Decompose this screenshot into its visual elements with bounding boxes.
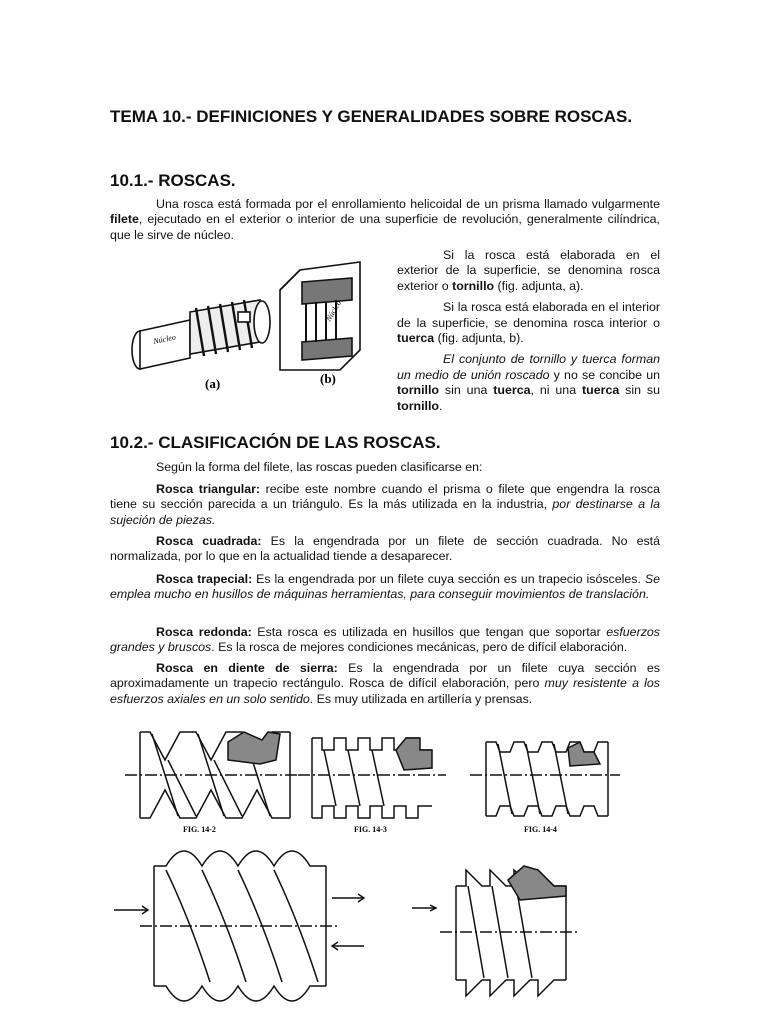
figure-caption-14-4: FIG. 14-4: [524, 825, 557, 834]
paragraph-rosca-triangular: Rosca triangular: recibe este nombre cuando el prisma o filete que engendra la rosca tiene su sección parecida a un triángulo. Es la más utilizada en la industria, por destinarse a la sujeción de piezas.: [110, 482, 660, 527]
paragraph-definicion: Una rosca está formada por el enrollamiento helicoidal de un prisma llamado vulgarmente filete, ejecutado en el exterior o interior de una superficie de revolución, generalmente cilíndrica, que le sirve de núcleo.: [110, 197, 660, 242]
figure-label-a: (a): [205, 376, 221, 391]
trapezoidal-thread-drawing: [470, 742, 620, 816]
paragraph-rosca-redonda: Rosca redonda: Esta rosca es utilizada en husillos que tengan que soportar esfuerzos grandes y bruscos. Es la rosca de mejores condiciones mecánicas, pero de difícil elaboración.: [110, 625, 660, 655]
screw-nut-figure: [120, 252, 370, 402]
paragraph-conjunto: El conjunto de tornillo y tuerca forman un medio de unión roscado y no se concibe un tornillo sin una tuerca, ni una tuerca sin su tornillo.: [397, 352, 661, 413]
screw-illustration: [132, 300, 270, 369]
thread-profiles-figure: [0, 720, 768, 1020]
section-heading-clasificacion: 10.2.- CLASIFICACIÓN DE LAS ROSCAS.: [110, 433, 441, 452]
right-column-text: [397, 248, 660, 420]
paragraph-tornillo: Si la rosca está elaborada en el exterior de la superficie, se denomina rosca exterior o tornillo (fig. adjunta, a).: [397, 248, 660, 293]
figure-caption-14-3: FIG. 14-3: [354, 825, 387, 834]
paragraph-rosca-sierra: Rosca en diente de sierra: Es la engendrada por un filete cuya sección es aproximadamente un trapecio rectángulo. Rosca de difícil elaboración, pero muy resistente a los esfuerzos axiales en un solo sentido. Es muy utilizada en artillería y prensas.: [110, 661, 660, 706]
triangular-thread-drawing: [125, 732, 300, 818]
figure-caption-14-2: FIG. 14-2: [183, 825, 216, 834]
nucleo-label-b: Núcleo: [323, 298, 344, 323]
section-heading-roscas: 10.1.- ROSCAS.: [110, 171, 236, 190]
paragraph-intro-clasificacion: Según la forma del filete, las roscas pueden clasificarse en:: [156, 460, 483, 474]
square-thread-drawing: [298, 738, 446, 818]
round-thread-drawing: [114, 851, 364, 1001]
document-title: TEMA 10.- DEFINICIONES Y GENERALIDADES SOBRE ROSCAS.: [110, 107, 633, 126]
figure-label-b: (b): [320, 371, 336, 386]
paragraph-rosca-cuadrada: Rosca cuadrada: Es la engendrada por un filete de sección cuadrada. No está normalizada, por lo que en la actualidad tiende a desaparecer.: [110, 534, 660, 564]
nut-illustration: [280, 262, 360, 370]
paragraph-rosca-trapecial: Rosca trapecial: Es la engendrada por un filete cuya sección es un trapecio isósceles. Se emplea mucho en husillos de máquinas herramientas, para conseguir movimientos de translación.: [110, 572, 661, 602]
buttress-thread-drawing: [412, 866, 580, 996]
paragraph-tuerca: Si la rosca está elaborada en el interior de la superficie, se denomina rosca interior o tuerca (fig. adjunta, b).: [397, 300, 660, 346]
nucleo-label-a: Núcleo: [152, 332, 177, 346]
